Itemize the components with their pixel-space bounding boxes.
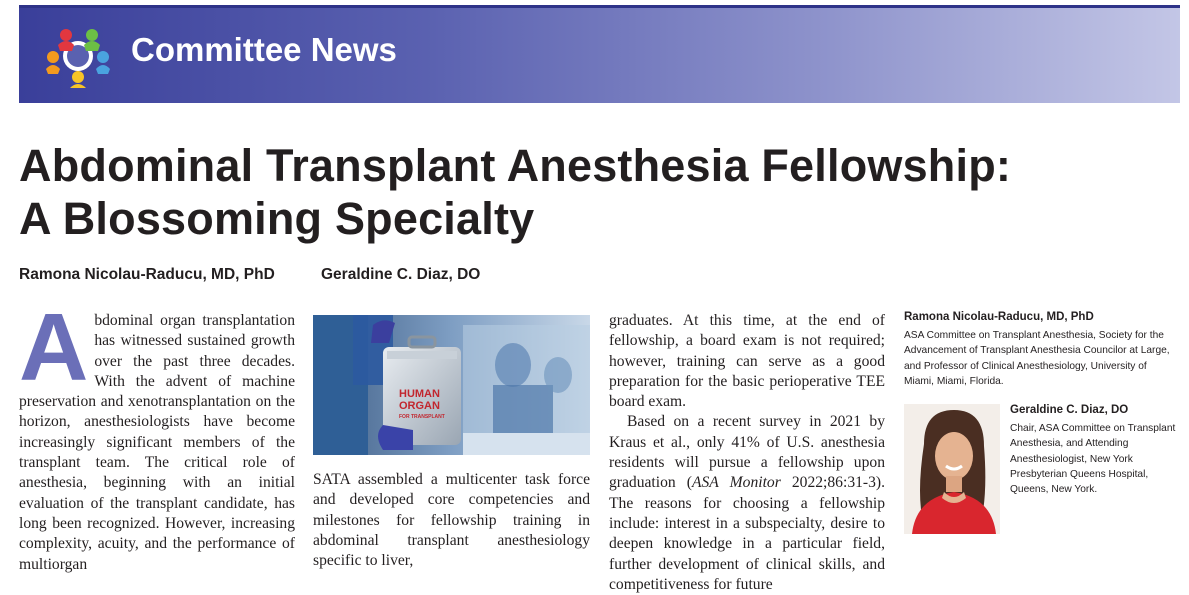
journal-citation: ASA Monitor <box>691 474 781 492</box>
author-headshot <box>904 404 1000 534</box>
headline-line-2: A Blossoming Specialty <box>19 193 535 244</box>
column-3-paragraph-1: graduates. At this time, at the end of fellowship, a board exam is not required; however, training can serve as a good preparation for the basic perioperative TEE board exam. <box>609 312 885 411</box>
photo-label-line-3: FOR TRANSPLANT <box>399 414 445 420</box>
bio-name-2: Geraldine C. Diaz, DO <box>1010 404 1129 416</box>
body-column-3 <box>609 311 885 595</box>
article-headline <box>19 139 1169 245</box>
column-1-text: bdominal organ transplantation has witnessed sustained growth over the past three decades. With the advent of machine preservation and xenotransplantation on the horizon, anesthesiologists have become increasingly significant members of the transplant team. The critical role of anesthesia, beginning with an initial evaluation of the transplant candidate, has long been recognized. However, increasing complexity, acuity, and the performance of multiorgan <box>19 312 295 573</box>
bio-text-2: Chair, ASA Committee on Transplant Anesthesia, and Attending Anesthesiologist, New York Presbyterian Queens Hospital, Queens, New York. <box>1010 423 1176 496</box>
author-byline-1: Ramona Nicolau-Raducu, MD, PhD <box>19 266 275 283</box>
column-3-paragraph-2 <box>609 412 885 595</box>
organ-cooler-photo <box>313 315 590 455</box>
body-column-1 <box>19 294 295 575</box>
headline-line-1: Abdominal Transplant Anesthesia Fellowship: <box>19 140 1012 191</box>
photo-label-line-1: HUMAN <box>399 388 440 400</box>
banner-title: Committee News <box>131 31 397 68</box>
drop-cap: A <box>19 294 89 401</box>
author-byline-2: Geraldine C. Diaz, DO <box>321 266 481 283</box>
column-3-text-a: Based on a recent survey in 2021 by Kraus et al., only 41% of U.S. anesthesia residents will pursue a fellowship upon graduation ( <box>609 413 885 492</box>
bio-text-1: ASA Committee on Transplant Anesthesia, Society for the Advancement of Transplant Anesthesia Councilor at Large, and Professor of Clinical Anesthesiology, University of Miami, Miami, Florida. <box>904 330 1170 387</box>
people-around-table-logo <box>44 24 112 88</box>
body-column-2: SATA assembled a multicenter task force and developed core competencies and milestones for fellowship training in abdominal transplant anesthesiology specific to liver, <box>313 471 590 570</box>
bio-name-1: Ramona Nicolau-Raducu, MD, PhD <box>904 311 1094 323</box>
photo-label-line-2: ORGAN <box>399 400 440 412</box>
column-3-text-b: 2022;86:31-3). The reasons for choosing a fellowship include: interest in a subspecialty, desire to deepen knowledge in a particular field, further development of clinical skills, and competitiveness for future <box>609 474 885 593</box>
